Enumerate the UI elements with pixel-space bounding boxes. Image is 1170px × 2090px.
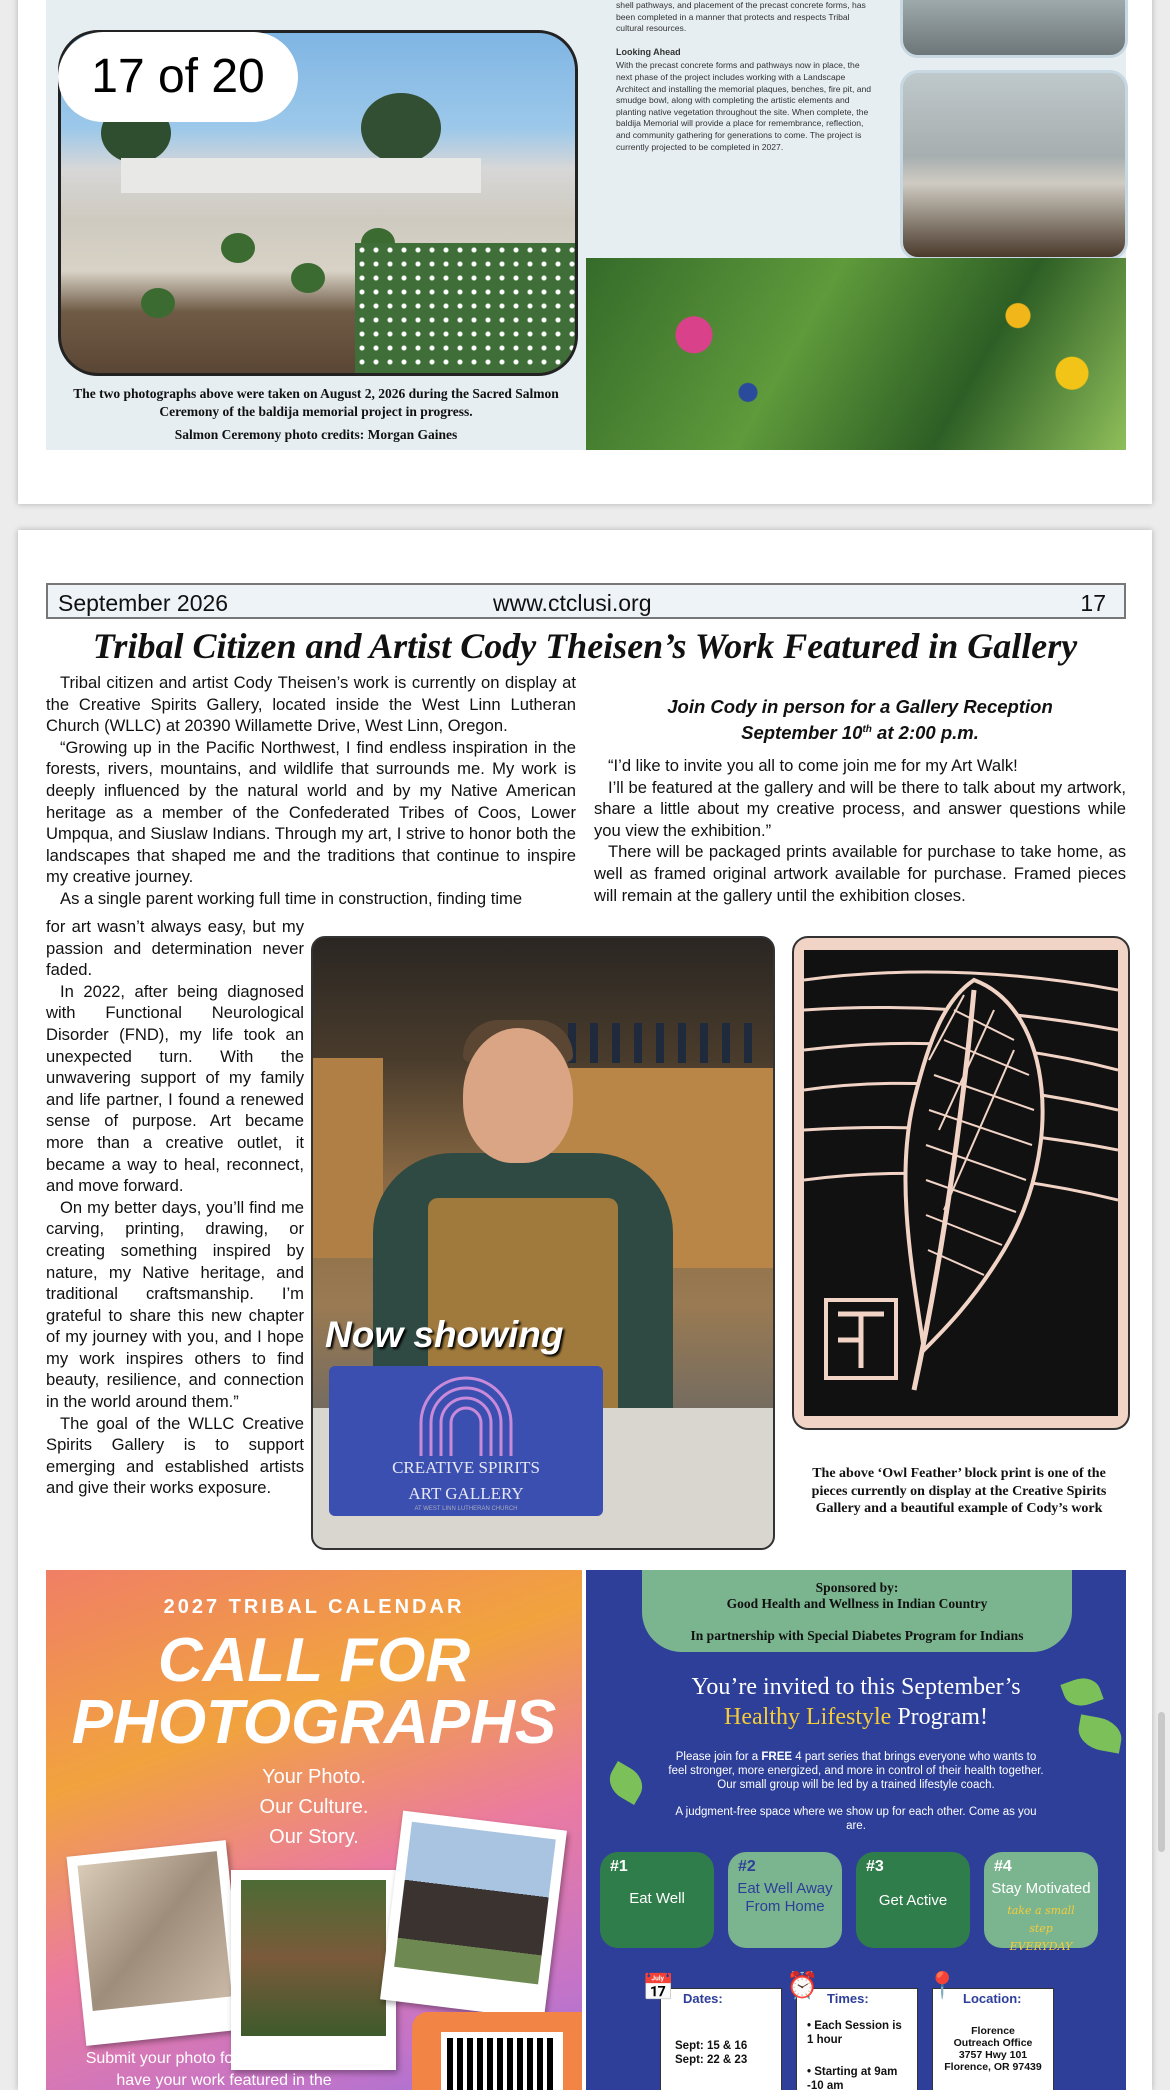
newsletter-page-17 bbox=[18, 530, 1152, 2090]
reception-invite bbox=[594, 695, 1126, 744]
sponsored-by-label: Sponsored by: bbox=[815, 1580, 899, 1595]
page-header bbox=[46, 583, 1126, 619]
calendar-year-label: 2027 TRIBAL CALENDAR bbox=[163, 1596, 465, 1618]
invite-heading: You’re invited to this September’s bbox=[691, 1674, 1021, 1700]
leaf-icon bbox=[603, 1761, 649, 1805]
previous-page-sheet bbox=[18, 0, 1152, 504]
sponsor-name-2: In partnership with Special Diabetes Program for Indians bbox=[690, 1628, 1024, 1643]
session-3-get-active: #3 Get Active bbox=[856, 1852, 970, 1948]
memorial-text-intro: shell pathways, and placement of the precast concrete forms, has been completed in a manner that protects and respects Tribal cultural resources. bbox=[616, 0, 866, 34]
photo-credit: Salmon Ceremony photo credits: Morgan Gaines bbox=[174, 427, 458, 442]
photographs-headline: PHOTOGRAPHS bbox=[71, 1688, 557, 1757]
session-2-eat-well-away: #2 Eat Well Away From Home bbox=[728, 1852, 842, 1948]
clock-icon: ⏰ bbox=[786, 1970, 819, 2000]
article-paragraph: The goal of the WLLC Creative Spirits Gallery is to support emerging and established artists and give their works exposure. bbox=[46, 1413, 304, 1498]
native-plants-illustration bbox=[586, 258, 1126, 450]
memorial-text bbox=[616, 0, 878, 153]
site-photo-top[interactable] bbox=[900, 0, 1128, 58]
call-for-headline: CALL FOR bbox=[157, 1626, 471, 1695]
article-paragraph: I’ll be featured at the gallery and will be there to talk about my artwork, share a little about my creative process, and answer questions while you view the exhibition.” bbox=[594, 777, 1126, 840]
site-photo-fog[interactable] bbox=[900, 70, 1128, 260]
gallery-name-line-2: ART GALLERY bbox=[408, 1484, 524, 1503]
looking-ahead-body: With the precast concrete forms and pathways now in place, the next phase of the project includes working with a Landscape Architect and installing the memorial plaques, benches, fire pit, and smudge bowl, along with completing the artistic elements and planting native vegetation throughout the site. When complete, the baldija Memorial will provide a place for remembrance, reflection, and community gathering for generations to come. The project is currently projected to be completed in 2027. bbox=[616, 60, 872, 152]
session-1-eat-well: #1 Eat Well bbox=[600, 1852, 714, 1948]
polaroid-building bbox=[380, 1811, 567, 2020]
gallery-logo-card bbox=[329, 1366, 603, 1516]
now-showing-text: Now showing bbox=[325, 1314, 564, 1355]
gallery-name-line-1: CREATIVE SPIRITS bbox=[392, 1458, 540, 1477]
article-paragraph: “Growing up in the Pacific Northwest, I find endless inspiration in the forests, rivers, mountains, and wildlife that surrounds me. My work is deeply influenced by the natural world and by my Native American heritage as a member of the Confederated Tribes of Coos, Lower Umpqua, and Siuslaw Indians. Through my art, I strive to honor both the landscapes that shaped me and the traditions that continue to inspire my creative journey. bbox=[46, 737, 576, 887]
calendar-photo-ad[interactable] bbox=[46, 1570, 582, 2090]
sponsor-name-1: Good Health and Wellness in Indian Country bbox=[726, 1596, 988, 1611]
feather-block-print bbox=[804, 950, 1118, 1416]
article-column-2 bbox=[594, 755, 1126, 906]
polaroid-beads bbox=[67, 1840, 246, 2046]
tagline-2: Our Culture. bbox=[259, 1796, 369, 1818]
photo-caption: The two photographs above were taken on August 2, 2026 during the Sacred Salmon Ceremony of the baldija memorial project in progress. bbox=[73, 386, 559, 419]
article-paragraph: Tribal citizen and artist Cody Theisen’s work is currently on display at the Creative Spirits Gallery, located inside the West Linn Lutheran Church (WLLC) at 20390 Willamette Drive, West Linn, Oregon. bbox=[46, 673, 576, 736]
article-paragraph: As a single parent working full time in construction, finding time bbox=[60, 888, 523, 908]
looking-ahead-heading: Looking Ahead bbox=[616, 46, 681, 57]
location-box: Location: Florence Outreach Office 3757 Hwy 101 Florence, OR 97439 bbox=[932, 1988, 1054, 2090]
polaroid-portrait bbox=[231, 1870, 396, 2070]
invite-line-2: September 10th at 2:00 p.m. bbox=[741, 722, 979, 744]
feather-caption: The above ‘Owl Feather’ block print is one of the pieces currently on display at the Creative Spirits Gallery and a beautiful example of Cody’s work bbox=[811, 1466, 1107, 1516]
header-website[interactable]: www.ctclusi.org bbox=[493, 590, 652, 616]
header-date: September 2026 bbox=[58, 590, 229, 616]
article-title: Tribal Citizen and Artist Cody Theisen’s Work Featured in Gallery bbox=[92, 626, 1078, 666]
invite-line-1: Join Cody in person for a Gallery Reception bbox=[667, 696, 1053, 717]
times-box: Times: • Each Session is 1 hour • Starting at 9am -10 am bbox=[796, 1988, 918, 2090]
owl-feather-print[interactable] bbox=[792, 936, 1130, 1430]
calendar-icon: 📅 bbox=[642, 1972, 675, 2002]
submit-photo-text: Submit your photo for an opportunity to have your work featured in the bbox=[85, 2050, 363, 2089]
program-description: Please join for a FREE 4 part series that brings everyone who wants to feel stronger, more energized, and more in control of their health together. Our small group will be led by a trained lifestyle coach. bbox=[668, 1751, 1044, 1791]
tagline-1: Your Photo. bbox=[262, 1766, 366, 1788]
article-paragraph: In 2022, after being diagnosed with Functional Neurological Disorder (FND), my life took an unexpected turn. With the unwavering support of my family and life partner, I found a renewed sense of purpose. Art became more than a creative outlet, it became a way to heal, reconnect, and move forward. bbox=[46, 981, 304, 1196]
program-heading: Healthy Lifestyle Program! bbox=[724, 1704, 988, 1730]
session-4-stay-motivated: #4 Stay Motivated take a small step EVERYDAY bbox=[984, 1852, 1098, 1948]
sponsor-banner bbox=[642, 1570, 1072, 1652]
article-paragraph: There will be packaged prints available for purchase to take home, as well as framed original artwork available for purchase. Framed pieces will remain at the gallery until the exhibition closes. bbox=[594, 842, 1126, 905]
location-pin-icon: 📍 bbox=[926, 1970, 959, 2000]
article-paragraph: On my better days, you’ll find me carving, printing, drawing, or creating something inspired by nature, my Native heritage, and traditional craftsmanship. I’m grateful to share this new chapter of my journey with you, and I hope my work inspires others to find beauty, resilience, and connection in the world around them.” bbox=[46, 1197, 304, 1412]
gallery-location-small: AT WEST LINN LUTHERAN CHURCH bbox=[414, 1506, 518, 1512]
photo-counter-badge: 17 of 20 bbox=[58, 32, 298, 122]
header-page-number: 17 bbox=[1080, 590, 1106, 616]
rainbow-arch-icon bbox=[411, 1368, 521, 1458]
qr-code-icon[interactable] bbox=[441, 2032, 563, 2090]
article-column-1-narrow bbox=[46, 916, 304, 1499]
healthy-lifestyle-ad[interactable] bbox=[586, 1570, 1126, 2090]
article-paragraph: “I’d like to invite you all to come join me for my Art Walk! bbox=[608, 756, 1018, 775]
vertical-scrollbar[interactable] bbox=[1158, 1712, 1165, 1852]
dates-box: Dates: Sept: 15 & 16 Sept: 22 & 23 bbox=[660, 1988, 782, 2090]
tagline-3: Our Story. bbox=[269, 1826, 359, 1848]
article-column-1 bbox=[46, 672, 576, 910]
article-paragraph: for art wasn’t always easy, but my passion and determination never faded. bbox=[46, 917, 304, 980]
judgment-free-text: A judgment-free space where we show up for each other. Come as you are. bbox=[675, 1806, 1037, 1832]
artist-portrait-photo[interactable] bbox=[311, 936, 775, 1550]
